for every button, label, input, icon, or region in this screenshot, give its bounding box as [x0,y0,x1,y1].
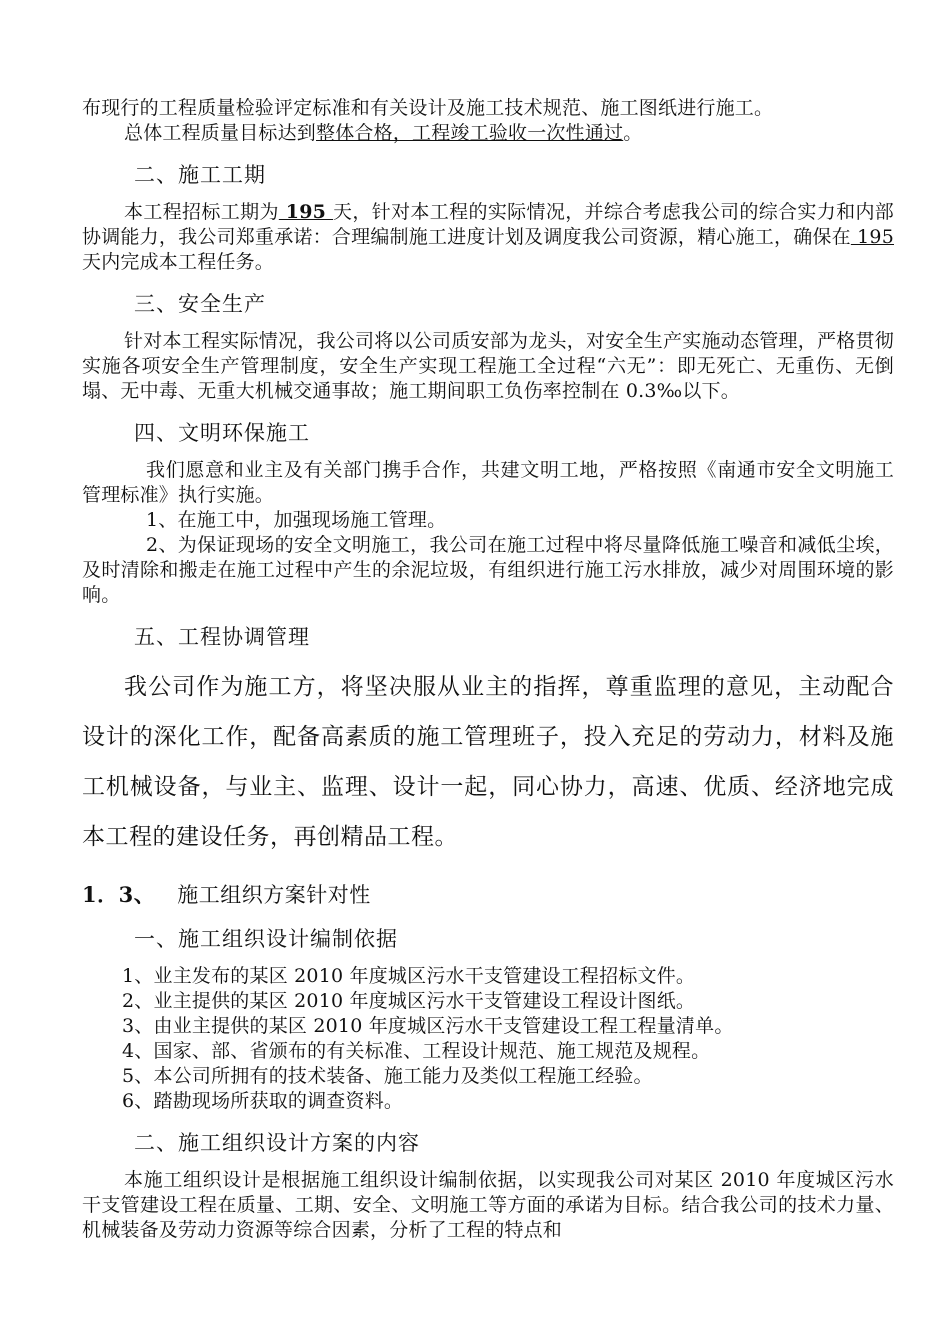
list-item: 5、本公司所拥有的技术装备、施工能力及类似工程施工经验。 [122,1065,653,1087]
list-item: 6、踏勘现场所获取的调查资料。 [122,1090,404,1112]
schedule-days-1: 195 [278,201,334,223]
paragraph-environment-item-2: 2、为保证现场的安全文明施工，我公司在施工过程中将尽量降低施工噪音和减低尘埃，及时清除和搬走在施工过程中产生的余泥垃圾，有组织进行施工污水排放，减少对周围环境的影响。 [82,534,894,606]
section-number: 1．3、 [82,882,156,907]
basis-list [82,964,894,1114]
paragraph-content: 本施工组织设计是根据施工组织设计编制依据，以实现我公司对某区 2010 年度城区污水干支管建设工程在质量、工期、安全、文明施工等方面的承诺为目标。结合我公司的技术力量、机械装备及劳动力资源等综合因素，分析了工程的特点和 [82,1169,894,1241]
schedule-text-3: 天内完成本工程任务。 [82,251,275,273]
list-item: 2、业主提供的某区 2010 年度城区污水干支管建设工程设计图纸。 [122,990,696,1012]
schedule-text-1: 本工程招标工期为 [124,201,279,223]
paragraph-environment-intro: 我们愿意和业主及有关部门携手合作，共建文明工地，严格按照《南通市安全文明施工管理标准》执行实施。 [82,459,894,506]
paragraph-schedule [82,200,894,275]
heading-schedule: 二、施工工期 [134,163,266,187]
heading-safety: 三、安全生产 [134,292,266,316]
list-item: 4、国家、部、省颁布的有关标准、工程设计规范、施工规范及规程。 [122,1040,711,1062]
quality-target-suffix: 。 [623,122,643,144]
paragraph-coordination: 我公司作为施工方，将坚决服从业主的指挥，尊重监理的意见，主动配合设计的深化工作，配备高素质的施工管理班子，投入充足的劳动力，材料及施工机械设备，与业主、监理、设计一起，同心协力，高速、优质、经济地完成本工程的建设任务，再创精品工程。 [82,674,894,850]
heading-section-1-3 [82,880,894,910]
paragraph-environment-item-1: 1、在施工中，加强现场施工管理。 [146,509,447,531]
paragraph-quality-target [82,121,894,146]
list-item: 3、由业主提供的某区 2010 年度城区污水干支管建设工程工程量清单。 [122,1015,734,1037]
heading-environment: 四、文明环保施工 [134,421,310,445]
document-page [82,96,894,1243]
schedule-days-2: 195 [850,226,894,248]
quality-target-prefix: 总体工程质量目标达到 [124,122,317,144]
heading-content: 二、施工组织设计方案的内容 [134,1131,420,1155]
heading-basis: 一、施工组织设计编制依据 [134,927,398,951]
paragraph-safety: 针对本工程实际情况，我公司将以公司质安部为龙头，对安全生产实施动态管理，严格贯彻实施各项安全生产管理制度，安全生产实现工程施工全过程“六无”：即无死亡、无重伤、无倒塌、无中毒、无重大机械交通事故；施工期间职工负伤率控制在 0.3‰以下。 [82,330,894,402]
schedule-text-2: 天，针对本工程的实际情况，并综合考虑我公司的综合实力和内部协调能力，我公司郑重承诺：合理编制施工进度计划及调度我公司资源，精心施工，确保在 [82,201,895,248]
paragraph-quality-standards: 布现行的工程质量检验评定标准和有关设计及施工技术规范、施工图纸进行施工。 [82,97,774,119]
quality-target-underlined: 整体合格，工程竣工验收一次性通过 [316,122,624,144]
heading-coordination: 五、工程协调管理 [134,625,310,649]
section-title: 施工组织方案针对性 [177,883,371,907]
list-item: 1、业主发布的某区 2010 年度城区污水干支管建设工程招标文件。 [122,965,696,987]
